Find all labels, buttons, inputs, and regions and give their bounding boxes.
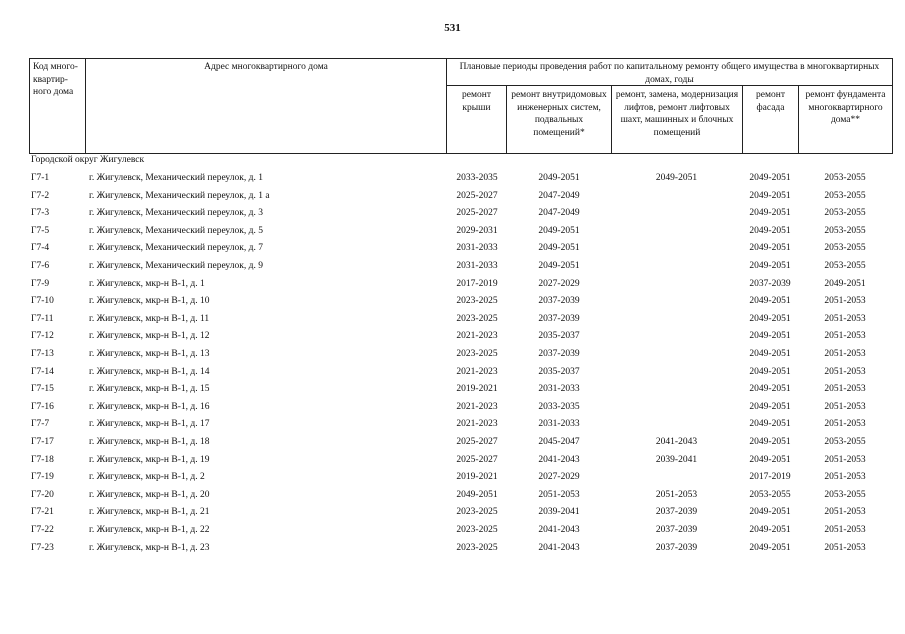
cell-address: г. Жигулевск, Механический переулок, д. 1 а <box>89 190 270 201</box>
table-row <box>0 223 905 241</box>
cell-address: г. Жигулевск, мкр-н В-1, д. 19 <box>89 454 210 465</box>
cell-code: Г7-13 <box>31 349 54 359</box>
table-row <box>0 276 905 294</box>
table-row <box>0 522 905 540</box>
cell-engineering: 2037-2039 <box>538 349 580 359</box>
header-roof <box>446 85 507 154</box>
cell-address: г. Жигулевск, Механический переулок, д. 9 <box>89 261 263 271</box>
header-code <box>29 58 86 154</box>
cell-foundation: 2049-2051 <box>824 278 866 289</box>
cell-engineering: 2027-2029 <box>538 472 580 483</box>
cell-facade: 2049-2051 <box>749 401 791 412</box>
header-roof-text: ремонт крыши <box>462 90 491 113</box>
cell-facade: 2049-2051 <box>749 384 791 395</box>
cell-code: Г7-7 <box>31 419 50 430</box>
cell-engineering: 2035-2037 <box>538 366 580 377</box>
table-row <box>0 170 905 188</box>
header-address <box>85 58 447 154</box>
cell-foundation: 2051-2053 <box>824 331 866 342</box>
cell-address: г. Жигулевск, мкр-н В-1, д. 11 <box>89 313 210 324</box>
table-row <box>0 399 905 417</box>
cell-code: Г7-3 <box>31 208 50 219</box>
cell-roof: 2049-2051 <box>456 489 498 500</box>
header-periods-group <box>446 58 893 86</box>
cell-facade: 2017-2019 <box>749 472 791 483</box>
cell-engineering: 2041-2043 <box>538 525 580 535</box>
cell-address: г. Жигулевск, мкр-н В-1, д. 21 <box>89 507 210 518</box>
cell-facade: 2049-2051 <box>749 437 791 447</box>
cell-code: Г7-15 <box>31 384 54 395</box>
cell-facade: 2049-2051 <box>749 296 791 307</box>
cell-engineering: 2031-2033 <box>538 419 580 430</box>
cell-foundation: 2051-2053 <box>824 366 866 377</box>
table-row <box>0 311 905 329</box>
cell-address: г. Жигулевск, мкр-н В-1, д. 1 <box>89 278 205 289</box>
cell-code: Г7-5 <box>31 225 50 236</box>
cell-roof: 2029-2031 <box>456 225 498 236</box>
cell-address: г. Жигулевск, Механический переулок, д. 7 <box>89 243 263 254</box>
cell-roof: 2021-2023 <box>456 419 498 430</box>
cell-engineering: 2049-2051 <box>538 225 580 236</box>
cell-code: Г7-1 <box>31 173 50 183</box>
table-row <box>0 293 905 311</box>
table-row <box>0 188 905 206</box>
cell-foundation: 2051-2053 <box>824 542 866 553</box>
cell-facade: 2049-2051 <box>749 349 791 359</box>
header-engineering-text: ремонт внутридомовых инженерных систем, подвальных помещений* <box>511 90 607 138</box>
cell-code: Г7-19 <box>31 472 54 483</box>
cell-code: Г7-18 <box>31 454 54 465</box>
table-row <box>0 364 905 382</box>
page-number: 531 <box>444 22 461 34</box>
section-title: Городской округ Жигулевск <box>31 155 145 165</box>
cell-elevators: 2041-2043 <box>655 437 698 447</box>
header-elevators-text: ремонт, замена, модернизация лифтов, ремонт лифтовых шахт, машинных и блочных помещений <box>615 90 739 138</box>
cell-foundation: 2053-2055 <box>824 208 866 219</box>
cell-address: г. Жигулевск, Механический переулок, д. 5 <box>89 225 263 236</box>
cell-facade: 2049-2051 <box>749 313 791 324</box>
cell-code: Г7-9 <box>31 278 50 289</box>
cell-foundation: 2053-2055 <box>824 225 866 236</box>
cell-roof: 2021-2023 <box>456 366 498 377</box>
table-row <box>0 434 905 452</box>
table-row <box>0 416 905 434</box>
table-row <box>0 487 905 505</box>
cell-facade: 2049-2051 <box>749 208 791 219</box>
cell-code: Г7-22 <box>31 525 54 535</box>
cell-foundation: 2053-2055 <box>824 489 866 500</box>
cell-roof: 2021-2023 <box>456 401 498 412</box>
cell-foundation: 2051-2053 <box>824 525 866 535</box>
cell-foundation: 2053-2055 <box>824 261 866 271</box>
cell-elevators: 2051-2053 <box>655 489 698 500</box>
cell-code: Г7-14 <box>31 366 54 377</box>
cell-roof: 2031-2033 <box>456 261 498 271</box>
cell-roof: 2031-2033 <box>456 243 498 254</box>
cell-address: г. Жигулевск, мкр-н В-1, д. 14 <box>89 366 210 377</box>
header-foundation-text: ремонт фундамента многоквартирного дома** <box>805 90 886 125</box>
cell-engineering: 2049-2051 <box>538 243 580 254</box>
header-facade-text: ремонт фасада <box>756 90 785 113</box>
cell-address: г. Жигулевск, мкр-н В-1, д. 13 <box>89 349 210 359</box>
cell-engineering: 2031-2033 <box>538 384 580 395</box>
cell-address: г. Жигулевск, мкр-н В-1, д. 17 <box>89 419 210 430</box>
cell-facade: 2049-2051 <box>749 190 791 201</box>
cell-facade: 2053-2055 <box>749 489 791 500</box>
cell-code: Г7-20 <box>31 489 54 500</box>
cell-engineering: 2049-2051 <box>538 261 580 271</box>
cell-address: г. Жигулевск, мкр-н В-1, д. 12 <box>89 331 210 342</box>
cell-facade: 2049-2051 <box>749 366 791 377</box>
cell-foundation: 2051-2053 <box>824 507 866 518</box>
cell-code: Г7-21 <box>31 507 54 518</box>
cell-address: г. Жигулевск, Механический переулок, д. 3 <box>89 208 263 219</box>
header-code-text: Код много-квартир-ного дома <box>33 62 78 97</box>
cell-engineering: 2045-2047 <box>538 437 580 447</box>
cell-facade: 2049-2051 <box>749 331 791 342</box>
table-row <box>0 381 905 399</box>
cell-address: г. Жигулевск, мкр-н В-1, д. 16 <box>89 401 210 412</box>
cell-code: Г7-2 <box>31 190 50 201</box>
cell-engineering: 2051-2053 <box>538 489 580 500</box>
cell-foundation: 2051-2053 <box>824 313 866 324</box>
cell-elevators: 2037-2039 <box>655 507 698 518</box>
cell-address: г. Жигулевск, мкр-н В-1, д. 23 <box>89 542 210 553</box>
cell-foundation: 2051-2053 <box>824 419 866 430</box>
cell-roof: 2025-2027 <box>456 208 498 219</box>
cell-elevators: 2039-2041 <box>655 454 698 465</box>
cell-code: Г7-4 <box>31 243 50 254</box>
cell-facade: 2049-2051 <box>749 243 791 254</box>
cell-code: Г7-10 <box>31 296 54 307</box>
header-address-text: Адрес многоквартирного дома <box>204 62 328 72</box>
header-periods-text: Плановые периоды проведения работ по капитальному ремонту общего имущества в многоквартирных домах, годы <box>459 62 880 85</box>
cell-roof: 2033-2035 <box>456 173 498 183</box>
cell-engineering: 2049-2051 <box>538 173 580 183</box>
cell-engineering: 2033-2035 <box>538 401 580 412</box>
cell-address: г. Жигулевск, мкр-н В-1, д. 20 <box>89 489 210 500</box>
cell-facade: 2037-2039 <box>749 278 791 289</box>
cell-engineering: 2047-2049 <box>538 190 580 201</box>
cell-elevators: 2037-2039 <box>655 525 698 535</box>
cell-roof: 2019-2021 <box>456 472 498 483</box>
cell-code: Г7-23 <box>31 542 54 553</box>
cell-foundation: 2053-2055 <box>824 190 866 201</box>
cell-roof: 2019-2021 <box>456 384 498 395</box>
header-facade <box>742 85 799 154</box>
cell-roof: 2025-2027 <box>456 454 498 465</box>
table-row <box>0 452 905 470</box>
cell-facade: 2049-2051 <box>749 225 791 236</box>
cell-foundation: 2051-2053 <box>824 472 866 483</box>
cell-engineering: 2027-2029 <box>538 278 580 289</box>
cell-facade: 2049-2051 <box>749 261 791 271</box>
cell-engineering: 2039-2041 <box>538 507 580 518</box>
cell-address: г. Жигулевск, мкр-н В-1, д. 10 <box>89 296 210 307</box>
cell-foundation: 2053-2055 <box>824 243 866 254</box>
cell-engineering: 2041-2043 <box>538 542 580 553</box>
table-row <box>0 258 905 276</box>
cell-roof: 2023-2025 <box>456 349 498 359</box>
cell-facade: 2049-2051 <box>749 419 791 430</box>
table-row <box>0 346 905 364</box>
cell-foundation: 2051-2053 <box>824 401 866 412</box>
cell-address: г. Жигулевск, мкр-н В-1, д. 22 <box>89 525 210 535</box>
table-row <box>0 469 905 487</box>
table-row <box>0 504 905 522</box>
cell-facade: 2049-2051 <box>749 507 791 518</box>
cell-code: Г7-16 <box>31 401 54 412</box>
cell-address: г. Жигулевск, мкр-н В-1, д. 15 <box>89 384 210 395</box>
cell-facade: 2049-2051 <box>749 454 791 465</box>
cell-engineering: 2037-2039 <box>538 296 580 307</box>
cell-roof: 2021-2023 <box>456 331 498 342</box>
cell-address: г. Жигулевск, Механический переулок, д. 1 <box>89 173 263 183</box>
cell-foundation: 2053-2055 <box>824 173 866 183</box>
cell-elevators: 2049-2051 <box>655 173 698 183</box>
cell-engineering: 2037-2039 <box>538 313 580 324</box>
cell-engineering: 2047-2049 <box>538 208 580 219</box>
header-elevators <box>611 85 743 154</box>
table-row <box>0 205 905 223</box>
cell-roof: 2017-2019 <box>456 278 498 289</box>
cell-engineering: 2041-2043 <box>538 454 580 465</box>
cell-engineering: 2035-2037 <box>538 331 580 342</box>
cell-code: Г7-12 <box>31 331 54 342</box>
header-engineering <box>506 85 612 154</box>
cell-roof: 2023-2025 <box>456 313 498 324</box>
cell-roof: 2023-2025 <box>456 296 498 307</box>
table-row <box>0 328 905 346</box>
cell-facade: 2049-2051 <box>749 542 791 553</box>
cell-foundation: 2051-2053 <box>824 384 866 395</box>
cell-code: Г7-17 <box>31 437 54 447</box>
cell-foundation: 2053-2055 <box>824 437 866 447</box>
cell-roof: 2023-2025 <box>456 525 498 535</box>
cell-roof: 2025-2027 <box>456 437 498 447</box>
cell-address: г. Жигулевск, мкр-н В-1, д. 2 <box>89 472 205 483</box>
cell-roof: 2025-2027 <box>456 190 498 201</box>
cell-facade: 2049-2051 <box>749 525 791 535</box>
cell-foundation: 2051-2053 <box>824 296 866 307</box>
cell-roof: 2023-2025 <box>456 507 498 518</box>
cell-roof: 2023-2025 <box>456 542 498 553</box>
table-row <box>0 540 905 558</box>
table-row <box>0 240 905 258</box>
cell-code: Г7-6 <box>31 261 50 271</box>
cell-foundation: 2051-2053 <box>824 349 866 359</box>
cell-address: г. Жигулевск, мкр-н В-1, д. 18 <box>89 437 210 447</box>
cell-facade: 2049-2051 <box>749 173 791 183</box>
cell-elevators: 2037-2039 <box>655 542 698 553</box>
header-foundation <box>798 85 893 154</box>
cell-foundation: 2051-2053 <box>824 454 866 465</box>
cell-code: Г7-11 <box>31 313 54 324</box>
